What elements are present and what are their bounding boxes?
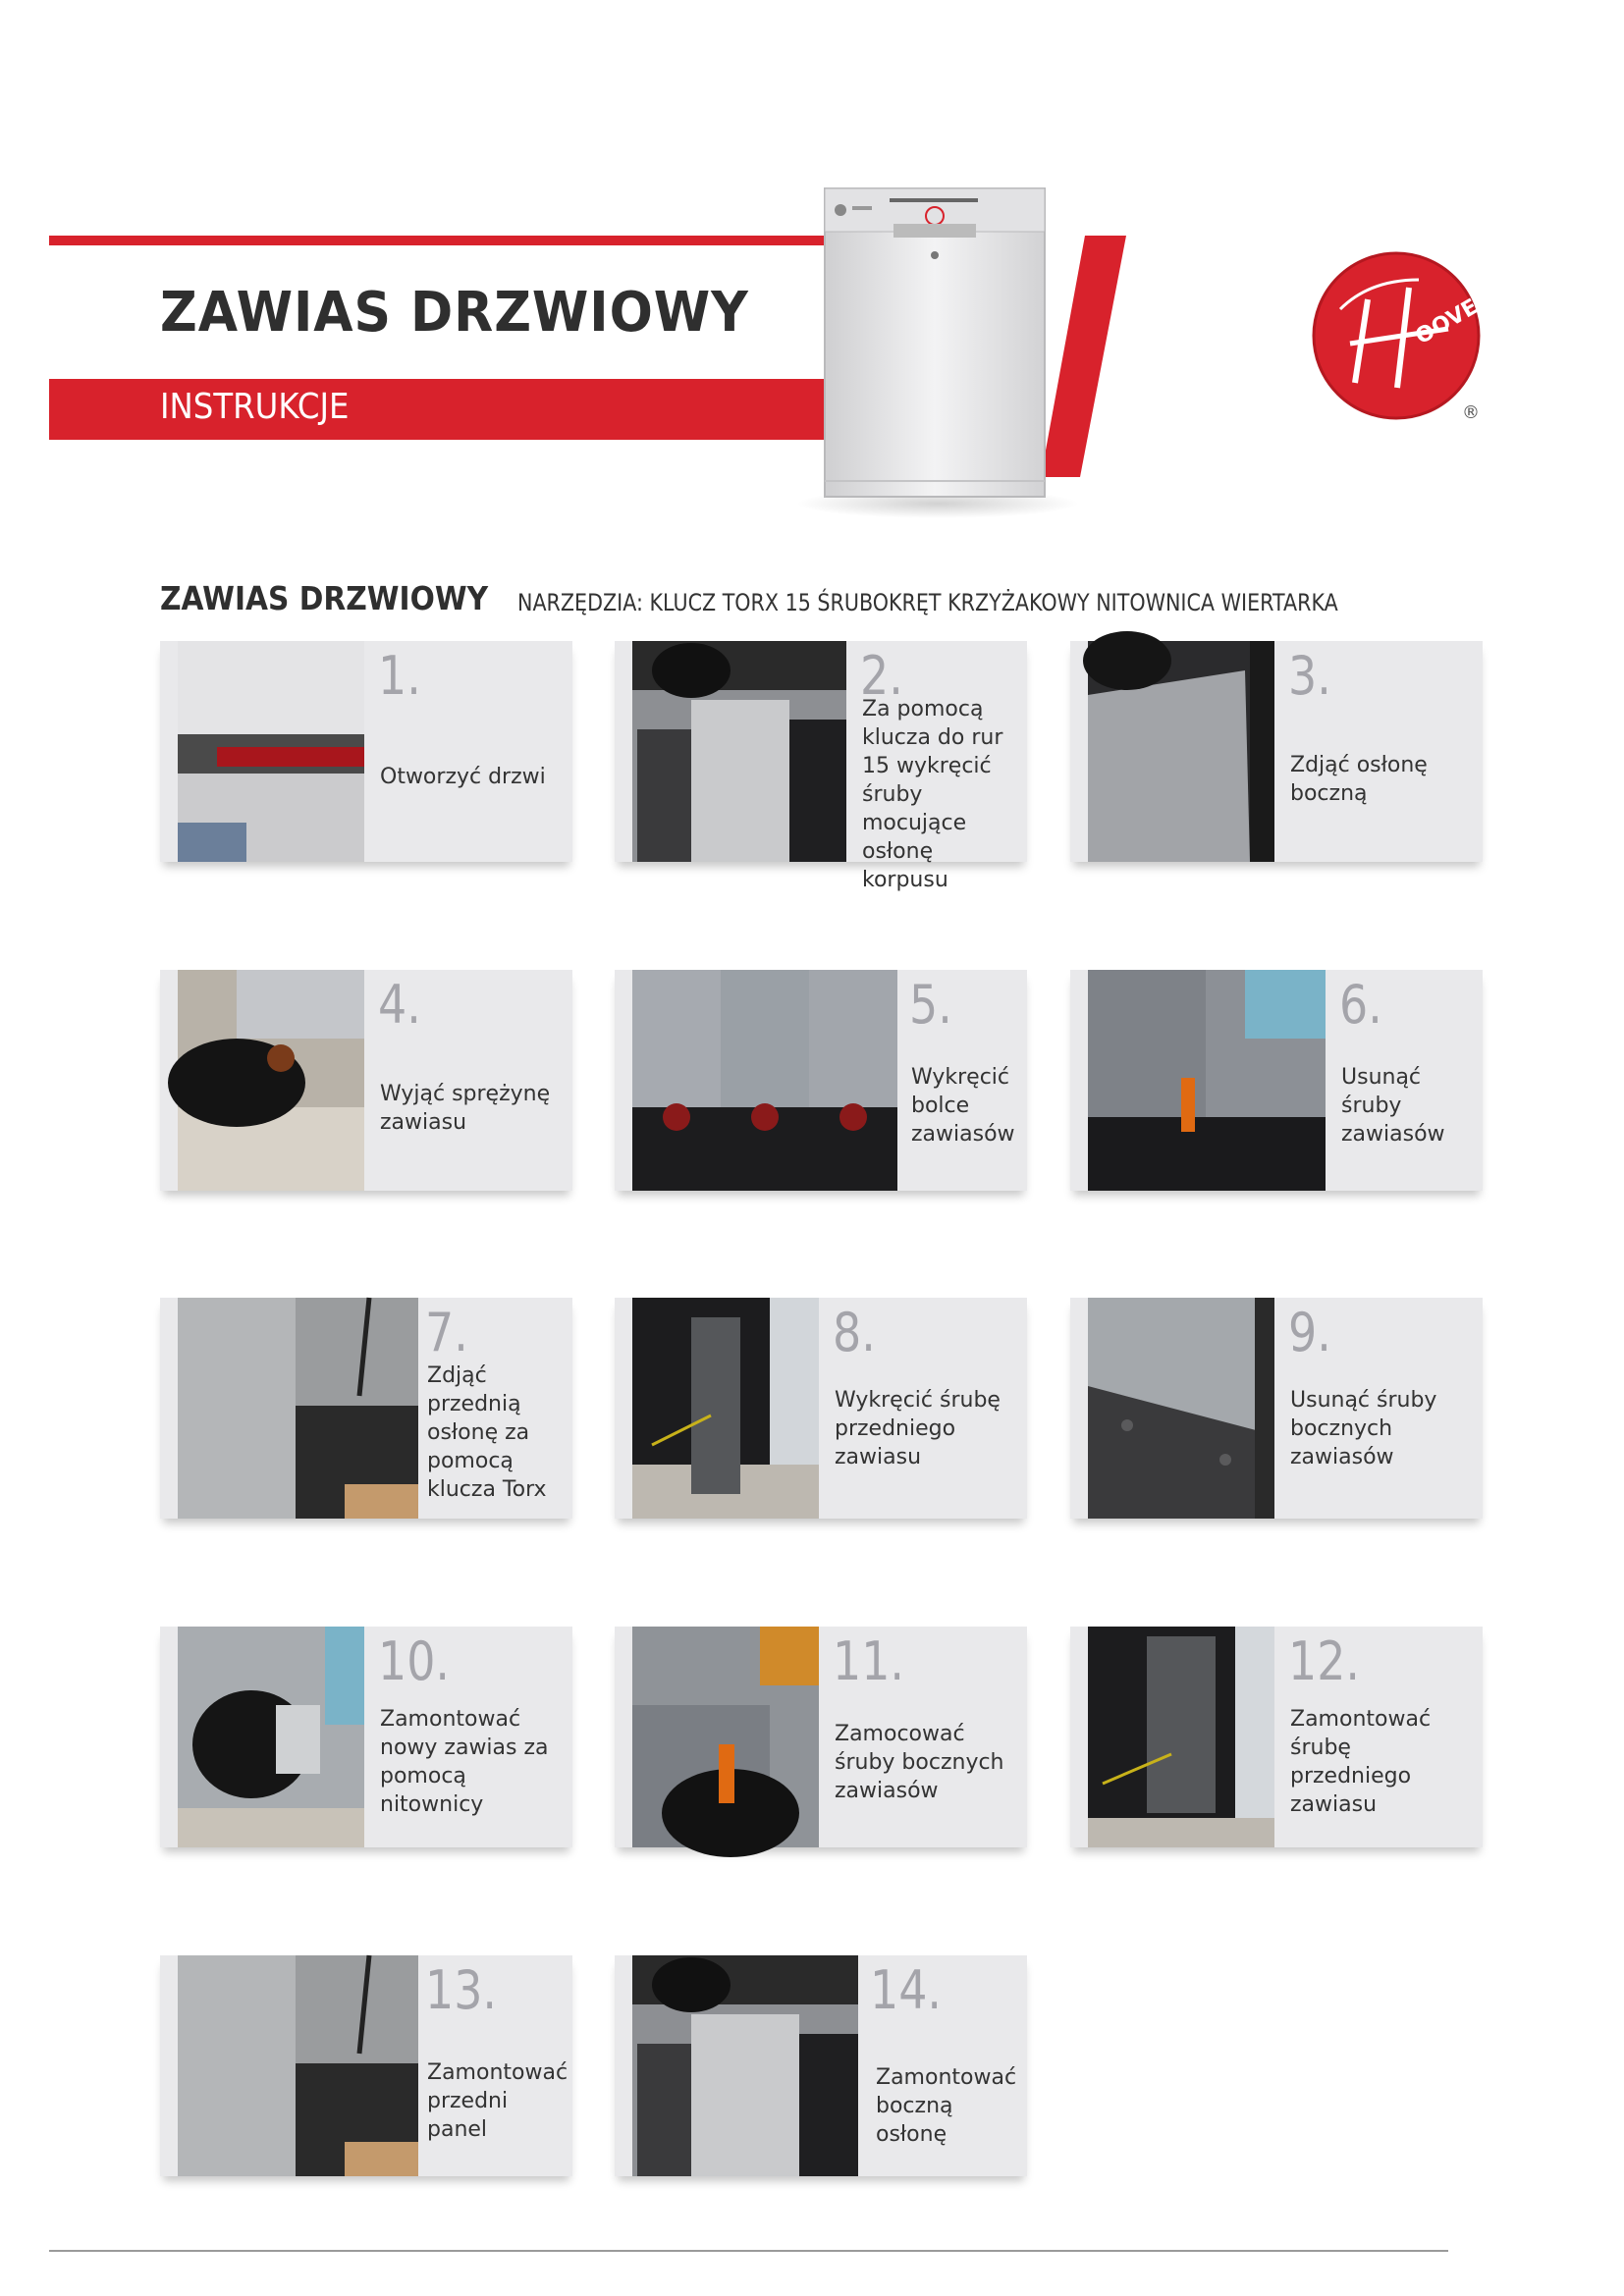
step-number-3: 3.	[1288, 645, 1331, 707]
step-photo-11	[632, 1627, 819, 1847]
step-text-10: Zamontować nowy zawias za pomocą nitownicy	[380, 1707, 549, 1817]
step-photo-3	[1088, 641, 1274, 862]
step-text-2: Za pomocą klucza do rur 15 wykręcić śruby mocujące osłonę korpusu	[862, 697, 1003, 892]
dishwasher-illustration	[823, 187, 1047, 499]
step-number-10: 10.	[378, 1630, 451, 1692]
header-red-line	[49, 236, 825, 245]
step-photo-7	[178, 1298, 418, 1519]
step-card-10	[160, 1627, 572, 1847]
step-text-5: Wykręcić bolce zawiasów	[911, 1065, 1015, 1147]
step-photo-6	[1088, 970, 1326, 1191]
step-text-6: Usunąć śruby zawiasów	[1341, 1065, 1445, 1147]
step-number-8: 8.	[833, 1302, 876, 1363]
step-number-9: 9.	[1288, 1302, 1331, 1363]
step-card-14	[615, 1955, 1027, 2176]
footer-line	[49, 2250, 1448, 2252]
step-photo-5	[632, 970, 897, 1191]
step-number-6: 6.	[1339, 974, 1382, 1036]
step-text-9: Usunąć śruby bocznych zawiasów	[1290, 1388, 1437, 1469]
page-title: ZAWIAS DRZWIOWY	[160, 281, 749, 345]
step-card-2	[615, 641, 1027, 892]
step-photo-10	[178, 1627, 364, 1847]
step-text-11: Zamocować śruby bocznych zawiasów	[835, 1722, 1004, 1803]
step-text-7: Zdjąć przednią osłonę za pomocą klucza Torx	[427, 1363, 547, 1502]
step-photo-2	[632, 641, 846, 862]
registered-mark: ®	[1462, 402, 1480, 423]
step-photo-12	[1088, 1627, 1274, 1847]
step-photo-9	[1088, 1298, 1274, 1519]
tools-list: NARZĘDZIA: KLUCZ TORX 15 ŚRUBOKRĘT KRZYŻAKOWY NITOWNICA WIERTARKA	[517, 589, 1338, 616]
hoover-logo	[1311, 250, 1497, 422]
step-text-8: Wykręcić śrubę przedniego zawiasu	[835, 1388, 1001, 1469]
step-card-1	[160, 641, 572, 862]
step-card-7	[160, 1298, 572, 1519]
step-number-1: 1.	[378, 645, 421, 707]
step-text-3: Zdjąć osłonę boczną	[1290, 753, 1428, 806]
step-text-12: Zamontować śrubę przedniego zawiasu	[1290, 1707, 1432, 1817]
step-number-7: 7.	[425, 1302, 468, 1363]
step-photo-1	[178, 641, 364, 862]
step-photo-13	[178, 1955, 418, 2176]
step-number-2: 2.	[860, 645, 903, 707]
step-photo-8	[632, 1298, 819, 1519]
step-card-8	[615, 1298, 1027, 1519]
step-card-13	[160, 1955, 572, 2176]
step-number-12: 12.	[1288, 1630, 1361, 1692]
step-number-11: 11.	[833, 1630, 905, 1692]
step-text-4: Wyjąć sprężynę zawiasu	[380, 1082, 551, 1135]
step-number-13: 13.	[425, 1959, 498, 2021]
svg-text:OOVER: OOVER	[1411, 286, 1497, 350]
step-card-11	[615, 1627, 1027, 1847]
subtitle-bar	[49, 379, 835, 440]
step-text-13: Zamontować przedni panel	[427, 2060, 568, 2142]
step-card-12	[1070, 1627, 1483, 1847]
step-card-3	[1070, 641, 1483, 862]
step-card-6	[1070, 970, 1483, 1191]
step-card-9	[1070, 1298, 1483, 1519]
step-number-4: 4.	[378, 974, 421, 1036]
step-photo-4	[178, 970, 364, 1191]
step-text-1: Otworzyć drzwi	[380, 765, 546, 789]
step-card-5	[615, 970, 1027, 1191]
step-photo-14	[632, 1955, 858, 2176]
step-card-4	[160, 970, 572, 1191]
step-number-5: 5.	[909, 974, 952, 1036]
step-number-14: 14.	[870, 1959, 943, 2021]
step-text-14: Zamontować boczną osłonę	[876, 2065, 1017, 2147]
subtitle: INSTRUKCJE	[160, 387, 350, 427]
section-title: ZAWIAS DRZWIOWY	[160, 579, 489, 617]
